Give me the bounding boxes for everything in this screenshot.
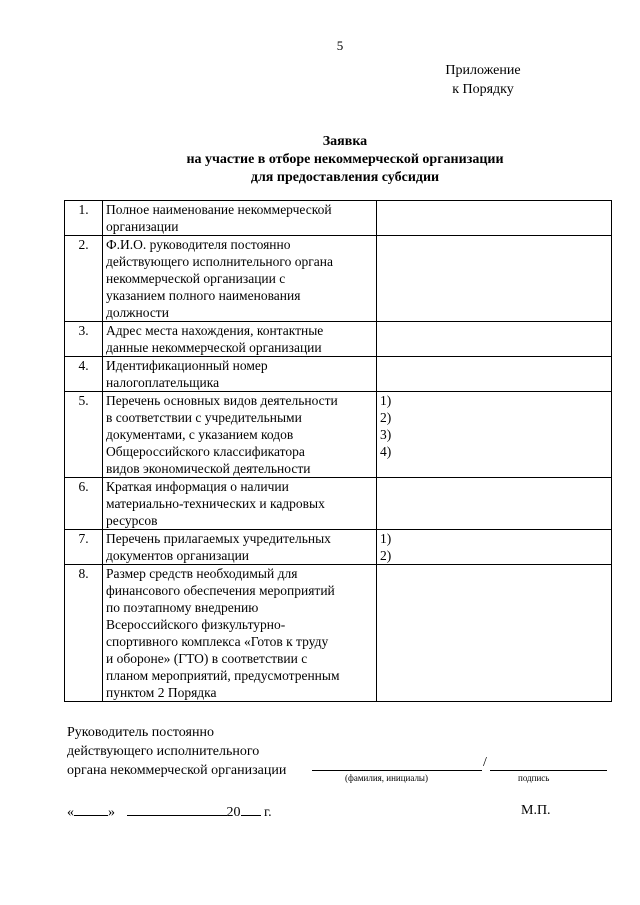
row-value-field[interactable] [377, 392, 612, 478]
value-item: 1) [380, 531, 392, 546]
row-label [103, 530, 377, 565]
row-label [103, 392, 377, 478]
row-number: 8. [65, 565, 103, 702]
row-label [103, 201, 377, 236]
label-line: финансового обеспечения мероприятий [106, 583, 335, 598]
row-label [103, 357, 377, 392]
row-number: 5. [65, 392, 103, 478]
label-line: Адрес места нахождения, контактные [106, 323, 324, 338]
row-number: 1. [65, 201, 103, 236]
signature-caption: подпись [518, 773, 550, 783]
label-line: должности [106, 305, 169, 320]
label-line: организации [106, 219, 179, 234]
label-line: Ф.И.О. руководителя постоянно [106, 237, 291, 252]
label-line: и обороне» (ГТО) в соответствии с [106, 651, 308, 666]
row-value-field[interactable] [377, 565, 612, 702]
value-item: 1) [380, 393, 392, 408]
date-field [67, 803, 272, 821]
row-value-field[interactable] [377, 530, 612, 565]
label-line: планом мероприятий, предусмотренным [106, 668, 340, 683]
table-row [65, 322, 612, 357]
signature-slash: / [483, 755, 487, 770]
row-number: 3. [65, 322, 103, 357]
day-blank [74, 803, 108, 816]
signature-text-line: действующего исполнительного [67, 744, 260, 759]
label-line: материально-технических и кадровых [106, 496, 325, 511]
label-line: пунктом 2 Порядка [106, 685, 217, 700]
label-line: Перечень прилагаемых учредительных [106, 531, 331, 546]
table-row [65, 357, 612, 392]
table-row [65, 478, 612, 530]
value-item: 3) [380, 427, 392, 442]
row-number: 7. [65, 530, 103, 565]
row-number: 4. [65, 357, 103, 392]
row-label [103, 236, 377, 322]
table-row [65, 236, 612, 322]
title-line: для предоставления субсидии [250, 170, 440, 185]
appendix-line: Приложение [445, 63, 521, 78]
label-line: документами, с указанием кодов [106, 427, 294, 442]
label-line: Размер средств необходимый для [106, 566, 298, 581]
signature-block [67, 723, 286, 780]
table-row [65, 201, 612, 236]
table-row [65, 530, 612, 565]
label-line: документов организации [106, 548, 250, 563]
row-label [103, 565, 377, 702]
label-line: Всероссийского физкультурно- [106, 617, 286, 632]
signature-text-line: органа некоммерческой организации [67, 763, 287, 778]
title-line: Заявка [322, 134, 368, 149]
appendix-note [440, 61, 526, 99]
table-row [65, 565, 612, 702]
value-item: 4) [380, 444, 392, 459]
year-blank [241, 803, 261, 816]
year-prefix: 20 [226, 805, 241, 820]
row-label [103, 478, 377, 530]
value-item: 2) [380, 548, 392, 563]
name-caption: (фамилия, инициалы) [345, 773, 428, 783]
row-value-field[interactable] [377, 322, 612, 357]
signature-text-line: Руководитель постоянно [67, 725, 214, 740]
table-row [65, 392, 612, 478]
row-value-field[interactable] [377, 236, 612, 322]
label-line: по поэтапному внедрению [106, 600, 259, 615]
label-line: видов экономической деятельности [106, 461, 311, 476]
page-number: 5 [336, 38, 344, 53]
value-item: 2) [380, 410, 392, 425]
signature-underline [490, 770, 607, 771]
title-line: на участие в отборе некоммерческой организации [186, 152, 504, 167]
row-label [103, 322, 377, 357]
application-table [64, 200, 612, 702]
label-line: Перечень основных видов деятельности [106, 393, 338, 408]
label-line: некоммерческой организации с [106, 271, 286, 286]
row-number: 2. [65, 236, 103, 322]
label-line: Краткая информация о наличии [106, 479, 289, 494]
stamp-place: М.П. [521, 803, 551, 818]
label-line: Полное наименование некоммерческой [106, 202, 332, 217]
label-line: указанием полного наименования [106, 288, 301, 303]
label-line: данные некоммерческой организации [106, 340, 322, 355]
document-title [60, 133, 630, 187]
date-open-quote: « [67, 805, 74, 820]
year-suffix: г. [264, 805, 272, 820]
row-value-field[interactable] [377, 357, 612, 392]
label-line: налогоплательщика [106, 375, 220, 390]
month-blank [127, 803, 227, 816]
label-line: действующего исполнительного органа [106, 254, 333, 269]
row-number: 6. [65, 478, 103, 530]
name-underline [312, 770, 482, 771]
row-value-field[interactable] [377, 478, 612, 530]
label-line: в соответствии с учредительными [106, 410, 302, 425]
label-line: Идентификационный номер [106, 358, 268, 373]
label-line: Общероссийского классификатора [106, 444, 305, 459]
appendix-line: к Порядку [452, 82, 514, 97]
row-value-field[interactable] [377, 201, 612, 236]
date-close-quote: » [108, 805, 115, 820]
label-line: спортивного комплекса «Готов к труду [106, 634, 329, 649]
label-line: ресурсов [106, 513, 158, 528]
